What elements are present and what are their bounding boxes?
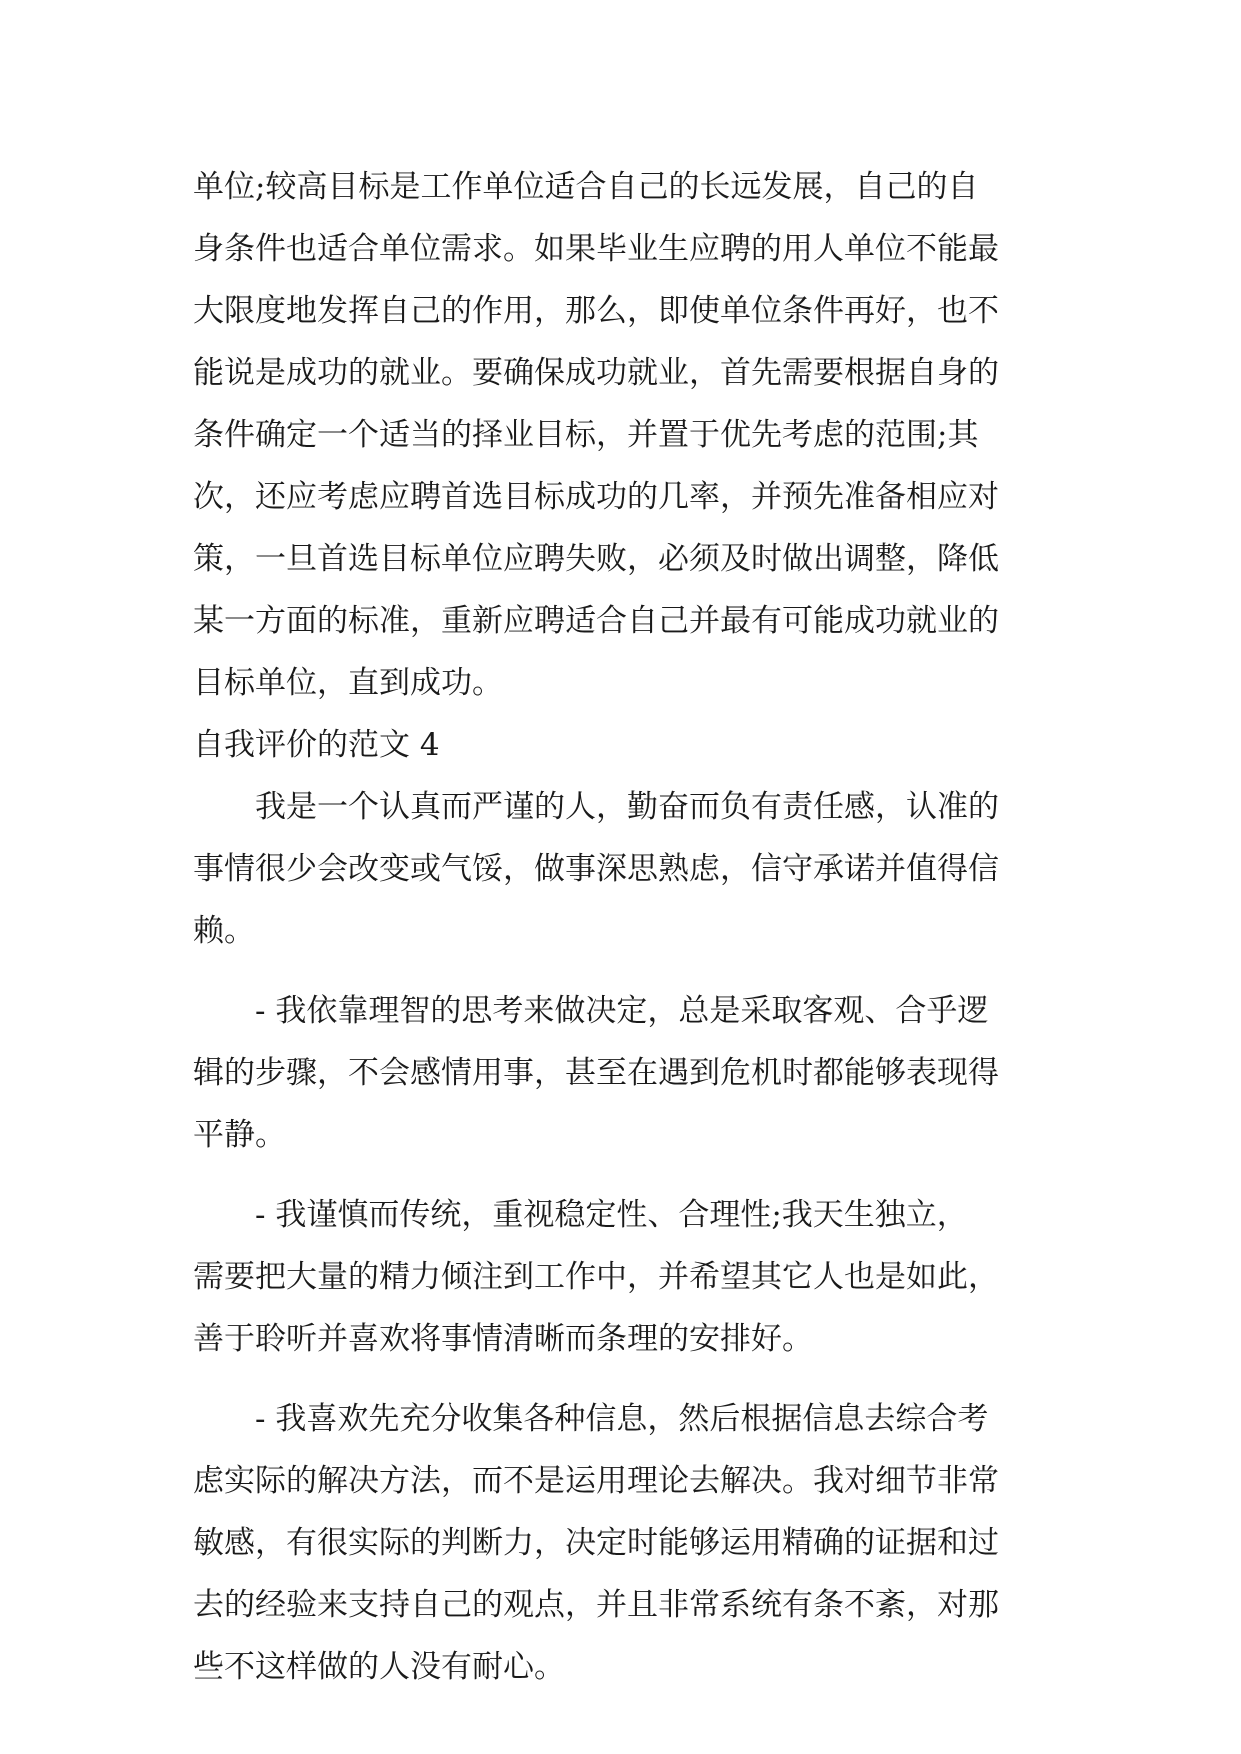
text-line: 次，还应考虑应聘首选目标成功的几率，并预先准备相应对 — [193, 479, 999, 515]
paragraph-spacer — [193, 1370, 1073, 1388]
text-line: 策，一旦首选目标单位应聘失败，必须及时做出调整，降低 — [193, 541, 999, 577]
text-line: 身条件也适合单位需求。如果毕业生应聘的用人单位不能最 — [193, 231, 999, 267]
paragraph-information-gathering — [193, 1388, 1073, 1698]
text-line: 能说是成功的就业。要确保成功就业，首先需要根据自身的 — [193, 355, 999, 391]
text-line: 平静。 — [193, 1117, 286, 1153]
text-line: 些不这样做的人没有耐心。 — [193, 1649, 565, 1685]
text-line: - 我喜欢先充分收集各种信息，然后根据信息去综合考 — [255, 1401, 989, 1437]
text-line: 敏感，有很实际的判断力，决定时能够运用精确的证据和过 — [193, 1525, 999, 1561]
text-line: - 我依靠理智的思考来做决定，总是采取客观、合乎逻 — [255, 993, 989, 1029]
text-line: 大限度地发挥自己的作用，那么，即使单位条件再好，也不 — [193, 293, 999, 329]
paragraph-spacer — [193, 1166, 1073, 1184]
text-line: 我是一个认真而严谨的人，勤奋而负有责任感，认准的 — [255, 789, 999, 825]
text-line: 事情很少会改变或气馁，做事深思熟虑，信守承诺并值得信 — [193, 851, 999, 887]
paragraph-prudence — [193, 1184, 1073, 1370]
paragraph-self-description — [193, 776, 1073, 962]
section-heading: 自我评价的范文 4 — [193, 727, 440, 763]
text-line: 条件确定一个适当的择业目标，并置于优先考虑的范围;其 — [193, 417, 979, 453]
text-line: 某一方面的标准，重新应聘适合自己并最有可能成功就业的 — [193, 603, 999, 639]
text-line: 辑的步骤，不会感情用事，甚至在遇到危机时都能够表现得 — [193, 1055, 999, 1091]
text-line: 目标单位，直到成功。 — [193, 665, 503, 701]
text-line: 需要把大量的精力倾注到工作中，并希望其它人也是如此， — [193, 1259, 999, 1295]
text-line: 单位;较高目标是工作单位适合自己的长远发展，自己的自 — [193, 169, 979, 205]
document-body — [193, 156, 1073, 1698]
text-line: 善于聆听并喜欢将事情清晰而条理的安排好。 — [193, 1321, 813, 1357]
text-line: - 我谨慎而传统，重视稳定性、合理性;我天生独立， — [255, 1197, 968, 1233]
text-line: 赖。 — [193, 913, 255, 949]
text-line: 去的经验来支持自己的观点，并且非常系统有条不紊，对那 — [193, 1587, 999, 1623]
text-line: 虑实际的解决方法，而不是运用理论去解决。我对细节非常 — [193, 1463, 999, 1499]
paragraph-employment-goals — [193, 156, 1073, 714]
paragraph-rational-thinking — [193, 980, 1073, 1166]
paragraph-spacer — [193, 962, 1073, 980]
